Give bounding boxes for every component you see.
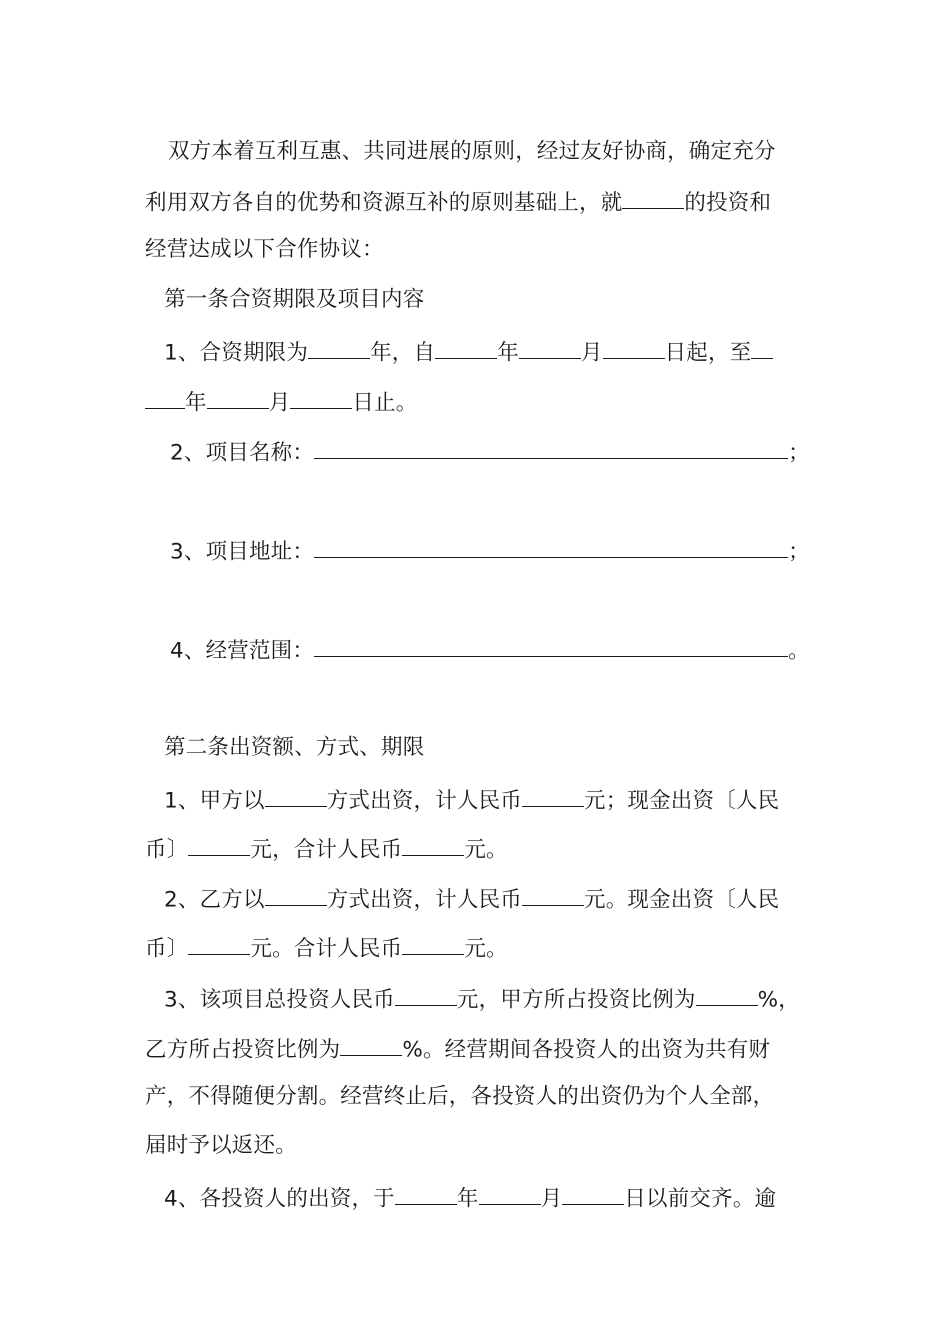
blank-business-scope[interactable] bbox=[314, 637, 788, 657]
item-text: 月 bbox=[540, 1186, 563, 1212]
intro-text: 利用双方各自的优势和资源互补的原则基础上，就 bbox=[145, 190, 623, 216]
intro-text: 经营达成以下合作协议： bbox=[145, 237, 384, 262]
article-2-heading bbox=[164, 737, 424, 759]
blank-deadline-month[interactable] bbox=[479, 1185, 541, 1205]
item-text: 1、甲方以 bbox=[164, 788, 265, 814]
art1-item1-line2 bbox=[145, 389, 418, 414]
blank-party-a-ratio[interactable] bbox=[696, 986, 758, 1006]
blank-start-year[interactable] bbox=[435, 339, 497, 359]
item-text: 币〕 bbox=[145, 837, 189, 863]
item-text: %， bbox=[757, 987, 800, 1013]
item-text: 元。 bbox=[464, 837, 508, 863]
item-text: 产，不得随便分割。经营终止后，各投资人的出资仍为个人全部， bbox=[145, 1084, 775, 1109]
blank-end-year-part1[interactable] bbox=[751, 339, 773, 359]
item-text: 月 bbox=[580, 340, 603, 366]
blank-party-a-method[interactable] bbox=[265, 787, 327, 807]
blank-end-year-part2[interactable] bbox=[145, 389, 185, 409]
art2-item4-line1 bbox=[164, 1185, 776, 1210]
item-text: 元。现金出资〔人民 bbox=[584, 887, 780, 913]
art2-item1-line2 bbox=[145, 836, 508, 861]
item-text: 年 bbox=[185, 390, 207, 416]
blank-project[interactable] bbox=[622, 189, 684, 209]
blank-total-investment[interactable] bbox=[395, 986, 457, 1006]
item-text: ； bbox=[788, 440, 810, 466]
blank-end-month[interactable] bbox=[207, 389, 269, 409]
art2-item1-line1 bbox=[164, 787, 779, 812]
intro-text: 的投资和 bbox=[684, 190, 772, 216]
blank-party-b-ratio[interactable] bbox=[340, 1036, 402, 1056]
art2-item3-line4 bbox=[145, 1135, 297, 1157]
item-text: 届时予以返还。 bbox=[145, 1133, 297, 1158]
intro-text: 双方本着互利互惠、共同进展的原则，经过友好协商，确定充分 bbox=[168, 139, 776, 164]
item-text: 3、该项目总投资人民币 bbox=[164, 987, 395, 1013]
blank-party-b-total[interactable] bbox=[402, 935, 464, 955]
blank-project-name[interactable] bbox=[314, 439, 788, 459]
blank-party-b-amount[interactable] bbox=[522, 886, 584, 906]
art1-item4 bbox=[170, 637, 810, 662]
item-text: 元。 bbox=[464, 936, 508, 962]
item-text: 元；现金出资〔人民 bbox=[584, 788, 780, 814]
art2-item2-line2 bbox=[145, 935, 508, 960]
art1-item2 bbox=[170, 439, 810, 464]
item-label: 3、项目地址： bbox=[170, 539, 315, 565]
item-text: ； bbox=[788, 539, 810, 565]
heading-text: 第二条出资额、方式、期限 bbox=[164, 735, 425, 760]
blank-party-b-method[interactable] bbox=[265, 886, 327, 906]
art2-item3-line2 bbox=[145, 1036, 770, 1061]
blank-end-day[interactable] bbox=[290, 389, 352, 409]
item-text: 元。合计人民币 bbox=[250, 936, 403, 962]
art1-item1-line1 bbox=[164, 339, 773, 364]
item-label: 2、项目名称： bbox=[170, 440, 315, 466]
item-text: 方式出资，计人民币 bbox=[326, 887, 522, 913]
item-text: 币〕 bbox=[145, 936, 189, 962]
intro-line-1 bbox=[168, 141, 776, 163]
item-text: 元，甲方所占投资比例为 bbox=[456, 987, 696, 1013]
item-text: 日以前交齐。逾 bbox=[624, 1186, 777, 1212]
item-text: 元，合计人民币 bbox=[250, 837, 403, 863]
art2-item3-line3 bbox=[145, 1086, 774, 1108]
blank-project-address[interactable] bbox=[314, 538, 788, 558]
blank-party-a-total[interactable] bbox=[402, 836, 464, 856]
blank-party-a-amount[interactable] bbox=[522, 787, 584, 807]
blank-start-day[interactable] bbox=[603, 339, 665, 359]
item-text: 年 bbox=[456, 1186, 479, 1212]
item-text: 。 bbox=[788, 638, 810, 664]
art2-item3-line1 bbox=[164, 986, 800, 1011]
article-1-heading bbox=[164, 289, 424, 311]
blank-term-years[interactable] bbox=[308, 339, 370, 359]
item-text: 2、乙方以 bbox=[164, 887, 265, 913]
blank-party-a-cash[interactable] bbox=[188, 836, 250, 856]
blank-deadline-year[interactable] bbox=[395, 1185, 457, 1205]
item-text: 年，自 bbox=[370, 340, 436, 366]
item-text: 日起，至 bbox=[664, 340, 752, 366]
item-text: 月 bbox=[268, 390, 291, 416]
item-text: 年 bbox=[497, 340, 519, 366]
intro-line-3 bbox=[145, 239, 384, 261]
art1-item3 bbox=[170, 538, 810, 563]
item-text: 日止。 bbox=[352, 390, 418, 416]
item-text: 4、各投资人的出资，于 bbox=[164, 1186, 395, 1212]
heading-text: 第一条合资期限及项目内容 bbox=[164, 287, 425, 312]
blank-start-month[interactable] bbox=[519, 339, 581, 359]
item-text: 方式出资，计人民币 bbox=[326, 788, 522, 814]
blank-party-b-cash[interactable] bbox=[188, 935, 250, 955]
item-text: 1、合资期限为 bbox=[164, 340, 309, 366]
item-text: 乙方所占投资比例为 bbox=[145, 1037, 341, 1063]
item-text: %。经营期间各投资人的出资为共有财 bbox=[402, 1037, 771, 1063]
item-label: 4、经营范围： bbox=[170, 638, 315, 664]
blank-deadline-day[interactable] bbox=[562, 1185, 624, 1205]
intro-line-2 bbox=[145, 189, 771, 214]
art2-item2-line1 bbox=[164, 886, 779, 911]
